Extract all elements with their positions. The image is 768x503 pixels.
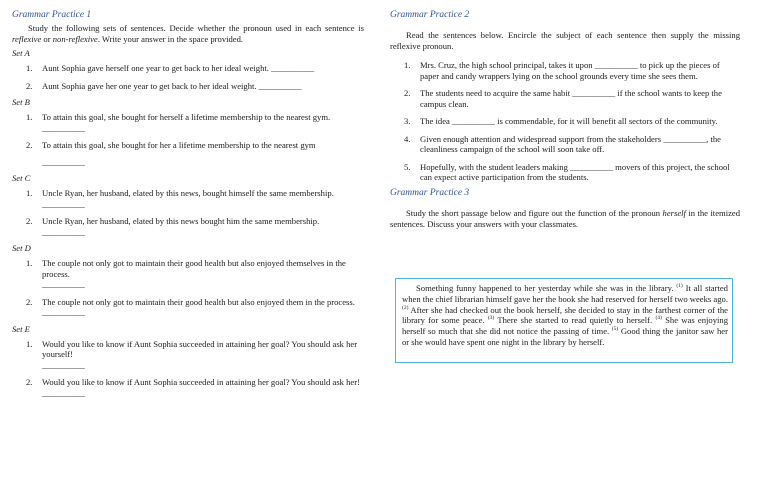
- list-item: [12, 377, 364, 398]
- answer-blank: __________: [42, 359, 85, 370]
- item-text: Aunt Sophia gave her one year to get back to her ideal weight. __________: [42, 80, 302, 91]
- item-text: Uncle Ryan, her husband, elated by this news, bought himself the same membership.: [42, 188, 334, 198]
- item-text: Mrs. Cruz, the high school principal, takes it upon __________ to pick up the pieces of paper and candy wrappers lying on the school grounds every time she sees them.: [420, 60, 720, 81]
- practice-3-title: Grammar Practice 3: [390, 187, 470, 198]
- item-number: 1.: [26, 112, 33, 122]
- answer-blank: __________: [42, 122, 85, 133]
- set-d-list: [12, 258, 364, 318]
- passage-sentence: After she had checked out the book herself, she decided to stay in the farthest corner of the library for some peace.: [402, 304, 728, 326]
- item-number: 1.: [404, 60, 411, 70]
- instructions-text: Study the following sets of sentences. Decide whether the pronoun used in each sentence is: [28, 23, 364, 33]
- item-text: The couple not only got to maintain their good health but also enjoyed themselves in the process.: [42, 258, 346, 279]
- item-text: Uncle Ryan, her husband, elated by this news bought him the same membership.: [42, 216, 320, 226]
- item-number: 2.: [26, 377, 33, 387]
- item-number: 2.: [26, 296, 33, 307]
- practice-1-section: [12, 10, 364, 398]
- answer-blank: __________: [42, 387, 85, 398]
- instructions-italic-reflexive: reflexive: [12, 34, 42, 44]
- item-text: Would you like to know if Aunt Sophia succeeded in attaining her goal? You should ask her!: [42, 377, 360, 387]
- list-item: [390, 162, 740, 183]
- set-a-list: [12, 63, 364, 91]
- list-item: [12, 216, 364, 237]
- item-text: Given enough attention and widespread support from the stakeholders __________, the cleanliness campaign of the school will soon take off.: [420, 133, 721, 154]
- list-item: [390, 116, 740, 127]
- item-text: The idea __________ is commendable, for it will benefit all sectors of the community.: [420, 116, 718, 126]
- set-c-list: [12, 188, 364, 237]
- list-item: [390, 134, 740, 155]
- sentence-marker: (4): [655, 315, 662, 322]
- passage-sentence: Something funny happened to her yesterday while she was in the library.: [416, 283, 677, 293]
- item-number: 2.: [26, 216, 33, 226]
- item-text: The students need to acquire the same habit __________ if the school wants to keep the campus clean.: [420, 88, 722, 109]
- item-text: Hopefully, with the student leaders making __________ movers of this project, the school can expect active participation from the students.: [420, 161, 730, 182]
- practice-1-instructions: [12, 23, 364, 45]
- item-number: 5.: [404, 161, 411, 172]
- set-b-label: Set B: [12, 97, 30, 107]
- list-item: [12, 297, 364, 318]
- set-e-list: [12, 339, 364, 399]
- answer-blank: __________: [42, 226, 85, 237]
- list-item: [12, 140, 364, 167]
- practice-2-list: [390, 60, 740, 183]
- item-number: 4.: [404, 133, 411, 144]
- set-b-list: [12, 112, 364, 167]
- answer-blank: __________: [42, 279, 85, 289]
- passage-sentence: Good thing the janitor saw her or she would have spent one night in the library by herself.: [402, 326, 728, 347]
- practice-2-instructions: Read the sentences below. Encircle the subject of each sentence then supply the missing reflexive pronoun.: [390, 30, 740, 51]
- list-item: [12, 81, 364, 92]
- instructions-text: or: [41, 34, 53, 44]
- sentence-marker: (1): [676, 283, 683, 290]
- instructions-italic-herself: herself: [662, 207, 686, 218]
- sentence-marker: (5): [611, 326, 619, 333]
- list-item: [390, 88, 740, 109]
- instructions-text: in the itemized sentences. Discuss your answers with your classmates.: [390, 207, 741, 229]
- answer-blank: __________: [42, 156, 85, 167]
- instructions-text: . Write your answer in the space provided.: [97, 34, 244, 44]
- item-text: To attain this goal, she bought for her a lifetime membership to the nearest gym: [42, 140, 316, 150]
- answer-blank: __________: [42, 307, 85, 317]
- set-d-label: Set D: [12, 243, 31, 253]
- set-e-label: Set E: [12, 323, 30, 334]
- list-item: [12, 258, 364, 290]
- passage-sentence: It all started when the chief librarian himself gave her the book she had reserved for herself two weeks ago.: [402, 283, 728, 304]
- item-number: 1.: [26, 63, 33, 73]
- item-text: To attain this goal, she bought for herself a lifetime membership to the nearest gym.: [42, 112, 331, 122]
- list-item: [12, 112, 364, 133]
- passage-sentence: There she started to read quietly to herself.: [494, 315, 656, 326]
- answer-blank: __________: [42, 198, 85, 209]
- practice-2-title: Grammar Practice 2: [390, 10, 470, 20]
- list-item: [390, 60, 740, 81]
- instructions-text: Study the short passage below and figure out the function of the pronoun: [406, 207, 663, 218]
- item-number: 2.: [26, 140, 33, 150]
- item-number: 2.: [26, 80, 33, 91]
- passage-sentence: She was enjoying herself so much that she did not notice the passing of time.: [402, 315, 728, 337]
- item-number: 3.: [404, 116, 411, 126]
- list-item: [12, 339, 364, 371]
- item-number: 1.: [26, 258, 33, 268]
- passage-box: [395, 278, 733, 363]
- practice-3-instructions: [390, 208, 740, 230]
- passage-text: [402, 283, 728, 348]
- list-item: [12, 63, 364, 74]
- instructions-italic-nonreflexive: non-reflexive: [52, 34, 98, 44]
- item-text: Would you like to know if Aunt Sophia succeeded in attaining her goal? You should ask her yourself!: [42, 338, 358, 359]
- set-c-label: Set C: [12, 173, 31, 183]
- item-number: 2.: [404, 88, 411, 98]
- item-number: 1.: [26, 338, 33, 349]
- item-text: The couple not only got to maintain their good health but also enjoyed them in the process.: [42, 296, 355, 307]
- practice-1-title: Grammar Practice 1: [12, 10, 92, 20]
- set-a-label: Set A: [12, 48, 30, 58]
- practice-2-section: [390, 10, 740, 230]
- sentence-marker: (3): [487, 315, 495, 322]
- sentence-marker: (2): [402, 304, 409, 311]
- item-number: 1.: [26, 188, 33, 198]
- list-item: [12, 188, 364, 209]
- item-text: Aunt Sophia gave herself one year to get back to her ideal weight. __________: [42, 63, 315, 73]
